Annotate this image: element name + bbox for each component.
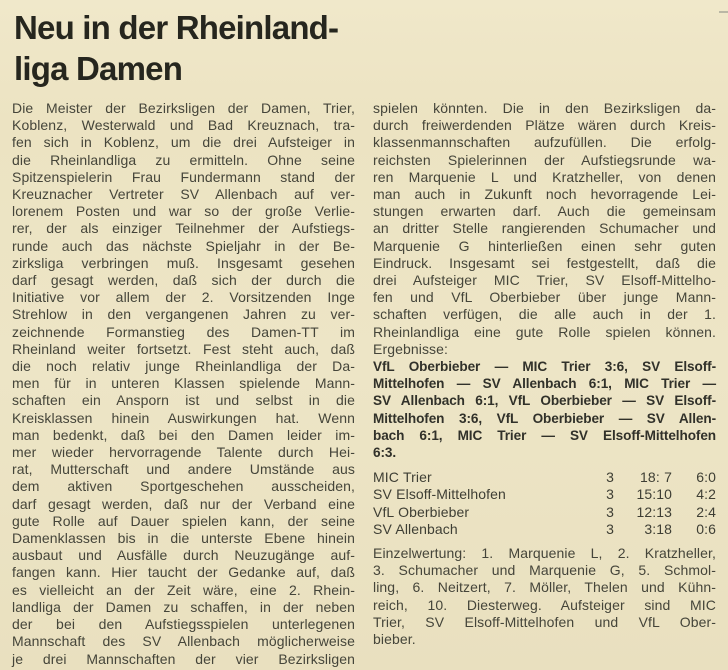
text-line: fangen kann. Hier taucht der Gedanke auf, daß (12, 564, 355, 581)
text-line: ling, 6. Neitzert, 7. Möller, Thelen und Kühn- (373, 579, 716, 596)
text-line: gute Rolle auf Dauer spielen kann, der seine (12, 512, 355, 529)
table-cell-points: 0:6 (696, 520, 716, 537)
table-cell-games: 3 (606, 520, 614, 537)
standings-table (373, 469, 716, 538)
table-cell-points: 2:4 (696, 503, 716, 520)
article-headline (0, 0, 728, 89)
text-line: Initiative vor allem der 2. Vorsitzenden Inge (12, 289, 355, 306)
text-line: reichsten Spielerinnen der Aufstiegsrunde wa- (373, 151, 716, 168)
text-line: es vielleicht an der Zeit wäre, eine 2. Rhein- (12, 581, 355, 598)
text-line: bach 6:1, MIC Trier — SV Elsoff-Mittelhofen (373, 427, 716, 443)
text-line: SV Allenbach 6:1, VfL Oberbieber — SV Elsoff- (373, 393, 716, 409)
table-cell-sets: 15:10 (636, 486, 672, 503)
text-line: schaften ein Ansporn ist und selbst in die (12, 392, 355, 409)
text-line: 3. Schumacher und Marquenie G, 5. Schmol- (373, 562, 716, 579)
text-line: darf gesagt werden, daß nur der Verband eine (12, 495, 355, 512)
text-line: Rheinland weiter fortsetzt. Fest steht auch, daß (12, 340, 355, 357)
text-line: Rheinlandliga eine gute Rolle spielen können. (373, 323, 716, 340)
table-cell-team: VfL Oberbieber (373, 503, 470, 520)
table-cell-sets: 3:18 (644, 520, 672, 537)
text-line: Kreisklassen hinein Auswirkungen hat. Wenn (12, 409, 355, 426)
table-row (373, 521, 716, 538)
results-bold-block (373, 358, 716, 461)
text-line: 6:3. (373, 445, 397, 461)
table-cell-team: MIC Trier (373, 469, 432, 486)
text-line: Trier, SV Elsoff-Mittelhofen und VfL Ober- (373, 613, 716, 630)
table-cell-points: 6:0 (696, 469, 716, 486)
text-line: schaften verfügen, die alle auch in der 1. (373, 306, 716, 323)
table-cell-points: 4:2 (696, 486, 716, 503)
table-row (373, 504, 716, 521)
text-line: die noch relativ junge Rheinlandliga der Da- (12, 358, 355, 375)
headline-line-1: Neu in der Rheinland- (14, 9, 339, 46)
text-line: dem aktiven Sportgeschehen ausscheiden, (12, 478, 355, 495)
ergebnisse-label: Ergebnisse: (373, 340, 449, 357)
text-line: VfL Oberbieber — MIC Trier 3:6, SV Elsoff- (373, 359, 716, 375)
text-line: die Rheinlandliga zu ermitteln. Ohne seine (12, 151, 355, 168)
text-line: Einzelwertung: 1. Marquenie L, 2. Kratzheller, (373, 545, 716, 562)
text-line: Marquenie G hinterließen einen sehr guten (373, 237, 716, 254)
text-line: Mannschaft des SV Allenbach möglicherweise (12, 633, 355, 650)
text-line: fen sich in Koblenz, um die drei Aufsteiger in (12, 134, 355, 151)
text-line: stungen erwarten darf. Auch die gemeinsam (373, 203, 716, 220)
text-line: Eindruck. Insgesamt sei festgestellt, daß die (373, 254, 716, 271)
table-cell-team: SV Elsoff-Mittelhofen (373, 486, 506, 503)
text-line: durch freiwerdenden Plätze wären durch Kreis- (373, 117, 716, 134)
scan-artifact-mark (719, 11, 728, 13)
text-line: bieber. (373, 631, 416, 648)
text-line: lorenem Posten und war so der große Verlie- (12, 203, 355, 220)
right-column-intro (373, 100, 716, 341)
text-line: Koblenz, Westerwald und Bad Kreuznach, tra- (12, 117, 355, 134)
text-line: mer wieder hervorragende Talente durch Hei- (12, 444, 355, 461)
text-line: zeichnende Formanstieg des Damen-TT im (12, 323, 355, 340)
table-row (373, 486, 716, 503)
text-line: an dritter Stelle rangierenden Schumacher und (373, 220, 716, 237)
text-line: rat, Mutterschaft und andere Umstände aus (12, 461, 355, 478)
table-cell-games: 3 (606, 469, 614, 486)
text-line: runde auch das nächste Spieljahr in der Be- (12, 237, 355, 254)
text-line: reich, 10. Diesterweg. Aufsteiger sind MIC (373, 596, 716, 613)
table-cell-sets: 12:13 (636, 503, 672, 520)
table-row (373, 469, 716, 486)
table-cell-games: 3 (606, 486, 614, 503)
table-cell-games: 3 (606, 503, 614, 520)
text-line: Strehlow in den vergangenen Jahren zu ver- (12, 306, 355, 323)
text-line: rer, der als einziger Teilnehmer der Aufstiegs- (12, 220, 355, 237)
text-line: darf gesagt werden, daß sich der durch die (12, 272, 355, 289)
text-line: der bei den Aufstiegsspielen unterlegenen (12, 616, 355, 633)
table-cell-team: SV Allenbach (373, 520, 458, 537)
text-line: Spitzenspielerin Frau Fundermann stand der (12, 168, 355, 185)
text-line: Mittelhofen 3:6, VfL Oberbieber — SV Allen- (373, 410, 716, 426)
text-line: klassenmannschaften aufzufüllen. Die erfolg- (373, 134, 716, 151)
text-line: man bedenkt, daß bei den Damen leider im- (12, 426, 355, 443)
einzelwertung-paragraph (373, 545, 716, 648)
text-line: fen und VfL Oberbieber über junge Mann- (373, 289, 716, 306)
left-column (12, 100, 355, 668)
text-line: drei Aufsteiger MIC Trier, SV Elsoff-Mittelho- (373, 272, 716, 289)
table-cell-sets: 18: 7 (640, 469, 672, 486)
text-line: zirksliga verbringen muß. Insgesamt gesehen (12, 254, 355, 271)
text-line: je drei Mannschaften der vier Bezirksligen (12, 650, 355, 667)
text-line: Damenklassen bis in die unterste Ebene hinein (12, 530, 355, 547)
text-line: spielen könnten. Die in den Bezirksligen da- (373, 100, 716, 116)
text-line: Die Meister der Bezirksligen der Damen, Trier, (12, 100, 355, 116)
headline-line-2: liga Damen (14, 50, 183, 87)
text-line: Kreuznacher Vertreter SV Allenbach auf ver- (12, 186, 355, 203)
text-line: landliga der Damen zu schaffen, in der neben (12, 598, 355, 615)
text-line: ausbaut und Ausfälle durch Neuzugänge auf- (12, 547, 355, 564)
right-column (373, 100, 716, 668)
text-line: Mittelhofen — SV Allenbach 6:1, MIC Trier — (373, 376, 716, 392)
text-line: ren Marquenie L und Kratzheller, von denen (373, 168, 716, 185)
text-line: men für in unteren Klassen spielende Mann- (12, 375, 355, 392)
article-columns (0, 100, 728, 668)
text-line: man auch in Zukunft noch hevorragende Lei- (373, 186, 716, 203)
